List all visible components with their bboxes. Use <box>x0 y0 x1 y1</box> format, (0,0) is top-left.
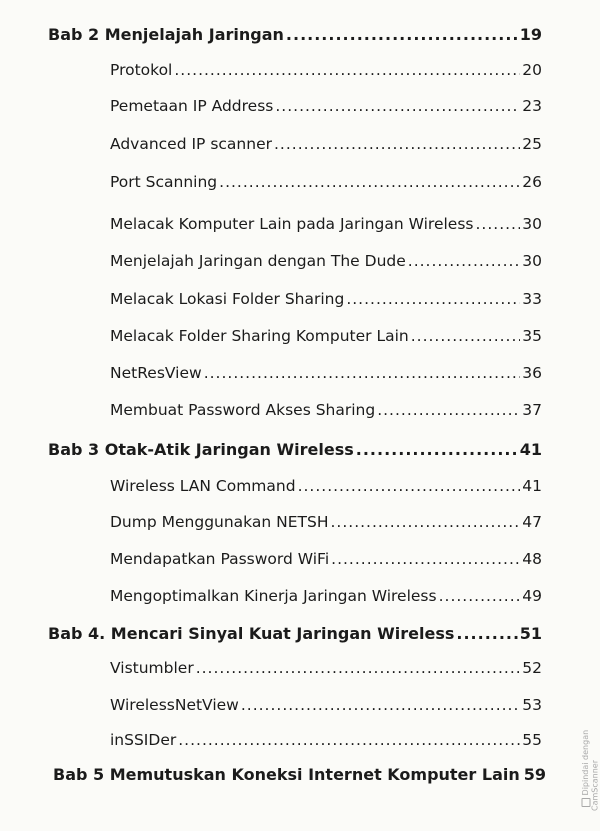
page-number: 35 <box>522 327 542 345</box>
page-number: 19 <box>519 25 542 44</box>
toc-title: Bab 3 Otak-Atik Jaringan Wireless <box>48 440 354 459</box>
dot-leader <box>286 25 518 44</box>
page-number: 48 <box>522 550 542 568</box>
dot-leader <box>408 252 520 270</box>
page-number: 59 <box>523 765 546 784</box>
toc-chapter-2 <box>48 25 542 44</box>
toc-title: Bab 5 Memutuskan Koneksi Internet Komputer Lain <box>53 765 520 784</box>
dot-leader <box>476 215 521 233</box>
toc-section <box>110 731 542 749</box>
dot-leader <box>204 364 521 382</box>
dot-leader <box>275 97 520 115</box>
dot-leader <box>411 327 521 345</box>
toc-title: Melacak Folder Sharing Komputer Lain <box>110 327 409 345</box>
toc-title: NetResView <box>110 364 202 382</box>
toc-title: Melacak Komputer Lain pada Jaringan Wireless <box>110 215 474 233</box>
page-number: 25 <box>522 135 542 153</box>
toc-section <box>110 173 542 191</box>
dot-leader <box>439 587 521 605</box>
camscanner-icon <box>581 798 590 807</box>
page-number: 20 <box>522 61 542 79</box>
toc-section <box>110 696 542 714</box>
toc-section <box>110 513 542 531</box>
toc-title: WirelessNetView <box>110 696 239 714</box>
page-number: 51 <box>519 624 542 643</box>
page-number: 37 <box>522 401 542 419</box>
dot-leader <box>331 550 520 568</box>
page-number: 52 <box>522 659 542 677</box>
page-number: 33 <box>522 290 542 308</box>
toc-title: Dump Menggunakan NETSH <box>110 513 329 531</box>
dot-leader <box>219 173 520 191</box>
toc-section <box>110 135 542 153</box>
dot-leader <box>241 696 520 714</box>
toc-section <box>110 290 542 308</box>
toc-title: Membuat Password Akses Sharing <box>110 401 376 419</box>
page-number: 41 <box>519 440 542 459</box>
toc-section <box>110 327 542 345</box>
toc-title: Wireless LAN Command <box>110 477 296 495</box>
toc-title: Pemetaan IP Address <box>110 97 274 115</box>
watermark-text: Dipindai dengan CamScanner <box>580 729 600 811</box>
dot-leader <box>196 659 521 677</box>
page-number: 53 <box>522 696 542 714</box>
page-number: 55 <box>522 731 542 749</box>
dot-leader <box>377 401 520 419</box>
toc-title: Mendapatkan Password WiFi <box>110 550 330 568</box>
page-number: 36 <box>522 364 542 382</box>
toc-section <box>110 550 542 568</box>
toc-title: Menjelajah Jaringan dengan The Dude <box>110 252 406 270</box>
toc-section <box>110 364 542 382</box>
toc-section <box>110 477 542 495</box>
dot-leader <box>456 624 517 643</box>
dot-leader <box>330 513 520 531</box>
dot-leader <box>174 61 520 79</box>
toc-title: inSSIDer <box>110 731 177 749</box>
toc-section <box>110 659 542 677</box>
toc-title: Protokol <box>110 61 173 79</box>
toc-chapter-5 <box>53 765 546 784</box>
toc-title: Advanced IP scanner <box>110 135 272 153</box>
toc-title: Bab 4. Mencari Sinyal Kuat Jaringan Wireless <box>48 624 455 643</box>
toc-title: Port Scanning <box>110 173 218 191</box>
toc-chapter-4 <box>48 624 542 643</box>
page-number: 23 <box>522 97 542 115</box>
page-number: 49 <box>522 587 542 605</box>
page-number: 41 <box>522 477 542 495</box>
page-number: 30 <box>522 252 542 270</box>
toc-chapter-3 <box>48 440 542 459</box>
dot-leader <box>178 731 520 749</box>
toc-title: Vistumbler <box>110 659 194 677</box>
dot-leader <box>346 290 520 308</box>
toc-section <box>110 215 542 233</box>
toc-title: Melacak Lokasi Folder Sharing <box>110 290 345 308</box>
page-number: 26 <box>522 173 542 191</box>
toc-section <box>110 252 542 270</box>
toc-section <box>110 587 542 605</box>
dot-leader <box>356 440 518 459</box>
toc-section <box>110 97 542 115</box>
scanner-watermark <box>580 696 600 811</box>
page-number: 30 <box>522 215 542 233</box>
toc-title: Mengoptimalkan Kinerja Jaringan Wireless <box>110 587 437 605</box>
toc-section <box>110 61 542 79</box>
page-number: 47 <box>522 513 542 531</box>
dot-leader <box>274 135 520 153</box>
toc-title: Bab 2 Menjelajah Jaringan <box>48 25 284 44</box>
toc-section <box>110 401 542 419</box>
dot-leader <box>298 477 521 495</box>
